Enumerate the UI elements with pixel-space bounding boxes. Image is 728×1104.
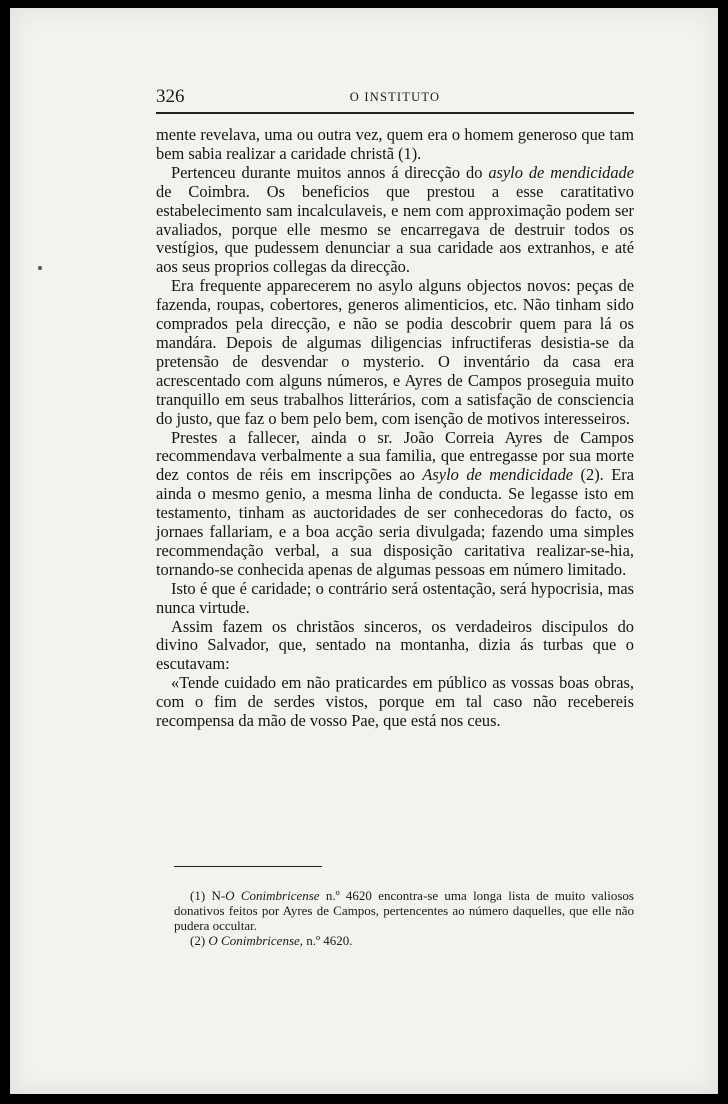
paragraph-7-quote: «Tende cuidado em não praticardes em público as vossas boas obras, com o fim de serdes vistos, porque em tal caso não recebereis recompensa da mão de vosso Pae, que está nos ceus. [156, 673, 634, 731]
paragraph-4 [156, 429, 634, 580]
footnote-1 [174, 888, 634, 933]
paragraph-2-part-b: de Coimbra. Os beneficios que prestou a esse caratitativo estabelecimento sam incalculaveis, e nem com approximação podem ser avaliados, porque elle mesmo se encarregava de destruir todos os vestígios, que pudessem denunciar a sua caridade aos extranhos, e até aos seus proprios collegas da direcção. [156, 181, 634, 277]
footnotes [174, 888, 634, 948]
page-number: 326 [156, 86, 185, 107]
footnote-1-italic: O Conimbricense [225, 888, 320, 903]
margin-speck [38, 266, 42, 270]
footnote-2-italic: O Conimbricense, [208, 933, 304, 948]
paragraph-5: Isto é que é caridade; o contrário será ostentação, será hypocrisia, mas nunca virtude. [156, 578, 634, 617]
book-page [10, 8, 718, 1094]
footnote-1-part-b: n.º 4620 encontra-se uma longa lista de muito valiosos donativos feitos por Ayres de Campos, pertencentes ao número daquelles, que elle não pudera occultar. [174, 888, 634, 933]
running-title: O INSTITUTO [349, 90, 441, 104]
paragraph-1: mente revelava, uma ou outra vez, quem era o homem generoso que tam bem sabia realizar a caridade christã (1). [156, 125, 634, 163]
footnote-1-part-a: (1) N- [190, 888, 226, 903]
header-rule [156, 112, 634, 114]
paragraph-3: Era frequente apparecerem no asylo alguns objectos novos: peças de fazenda, roupas, cobertores, generos alimenticios, etc. Não tinham sido comprados pela direcção, e não se podia descobrir quem para lá os mandára. Depois de algumas diligencias infructiferas desistia-se da pretensão de desvendar o mysterio. O inventário da casa era acrescentado com alguns números, e Ayres de Campos proseguia muito tranquillo em seus trabalhos litterários, com a satisfação de consciencia do justo, que faz o bem pelo bem, com isenção de motivos interesseiros. [156, 276, 634, 428]
body-text [156, 126, 634, 731]
paragraph-2-italic: asylo de mendicidade [488, 162, 635, 182]
paragraph-4-part-b: (2). Era ainda o mesmo genio, a mesma linha de conducta. Se legasse isto em testamento, tinham as auctoridades de ser conhecedoras do facto, os jornaes fallariam, e a boa acção seria divulgada; fazendo uma simples recommendação verbal, a sua disposição caritativa realizar-se-hia, tornando-se conhecida apenas de algumas pessoas em número limitado. [156, 465, 635, 579]
paragraph-4-italic: Asylo de mendicidade [422, 465, 574, 485]
footnote-2-part-b: n.º 4620. [303, 933, 353, 948]
paragraph-6: Assim fazem os christãos sinceros, os verdadeiros discipulos do divino Salvador, que, sentado na montanha, dizia ás turbas que o escutavam: [156, 616, 634, 674]
footnote-rule [174, 866, 322, 867]
paragraph-2-part-a: Pertenceu durante muitos annos á direcção do [171, 162, 489, 182]
paragraph-4-part-a: Prestes a fallecer, ainda o sr. João Correia Ayres de Campos recommendava verbalmente a sua familia, que entregasse por sua morte dez contos de réis em inscripções ao [156, 427, 634, 485]
paragraph-2 [156, 164, 634, 277]
footnote-2 [174, 933, 634, 948]
footnote-2-part-a: (2) [190, 933, 209, 948]
